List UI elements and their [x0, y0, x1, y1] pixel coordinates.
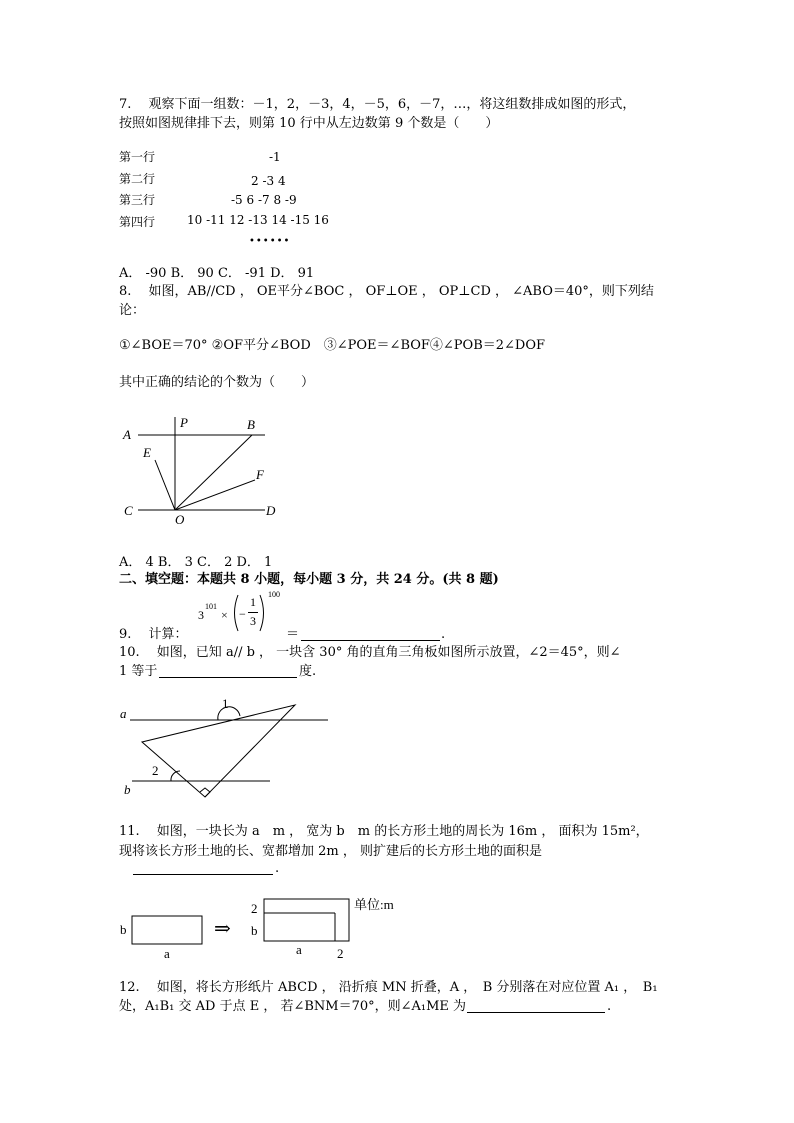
- q8-options: A． 4 B． 3 C． 2 D． 1: [119, 555, 273, 570]
- section2-title: 二、填空题：本题共 8 小题，每小题 3 分，共 24 分。(共 8 题): [119, 572, 499, 587]
- q11-rectangle-figure: [118, 895, 408, 965]
- row-values-2: 2 -3 4: [251, 174, 286, 188]
- q9-expression: [198, 590, 288, 634]
- label-C: C: [124, 503, 133, 518]
- label-A: A: [123, 427, 131, 442]
- row-values-3: -5 6 -7 8 -9: [231, 193, 297, 207]
- q10-line2-post: 度.: [299, 664, 317, 679]
- q9-fraction-bar: [248, 612, 258, 613]
- fig-label-b1: b: [120, 922, 127, 937]
- q11-line1: 11. 如图，一块长为 a m ， 宽为 b m 的长方形土地的周长为 16m ， 面积为 15m²，: [119, 824, 649, 839]
- implies-arrow-icon: ⇒: [214, 918, 231, 940]
- q9-left-paren: [231, 594, 239, 632]
- q9-equals: ＝: [286, 627, 300, 642]
- label-a: a: [120, 706, 127, 721]
- q11-line2: 现将该长方形土地的长、宽都增加 2m ， 则扩建后的长方形土地的面积是: [119, 844, 542, 859]
- q9-exp2: 100: [268, 590, 280, 599]
- label-F: F: [256, 467, 264, 482]
- q9-base: 3: [198, 608, 204, 622]
- q8-line2: 论：: [119, 303, 146, 318]
- label-b: b: [124, 782, 131, 797]
- q8-line1: 8. 如图，AB//CD ， OE平分∠BOC ， OF⊥OE ， OP⊥CD ， ∠ABO＝40°，则下列结: [119, 284, 654, 299]
- q9-den: 3: [250, 614, 256, 628]
- q10-answer-blank[interactable]: [159, 677, 297, 678]
- q7-line2: 按照如图规律排下去，则第 10 行中从左边数第 9 个数是（ ）: [119, 116, 499, 131]
- label-E: E: [143, 445, 151, 460]
- q9-end: .: [441, 627, 446, 642]
- q11-answer-blank[interactable]: [133, 874, 273, 875]
- row-label-1: 第一行: [119, 150, 156, 164]
- label-P: P: [180, 415, 188, 430]
- q9-answer-blank[interactable]: [301, 640, 440, 641]
- label-angle-2: 2: [152, 763, 159, 778]
- fig-label-2-top: 2: [251, 901, 258, 916]
- fig-label-a1: a: [164, 946, 170, 961]
- q12-line2: 处，A₁B₁ 交 AD 于点 E ， 若∠BNM＝70°，则∠A₁ME 为: [119, 999, 467, 1014]
- q9-minus: −: [239, 607, 246, 621]
- q10-line1: 10. 如图，已知 a// b ， 一块含 30° 角的直角三角板如图所示放置，∠2＝45°，则∠: [119, 645, 621, 660]
- q8-conclusions: ①∠BOE＝70° ②OF平分∠BOD ③∠POE＝∠BOF④∠POB＝2∠DOF: [119, 338, 546, 353]
- q12-line1: 12. 如图，将长方形纸片 ABCD ， 沿折痕 MN 折叠，A ， B 分别落在对应位置 A₁ ， B₁: [119, 980, 658, 995]
- row-label-3: 第三行: [119, 193, 156, 207]
- label-B: B: [247, 417, 255, 432]
- q12-end: .: [607, 999, 612, 1014]
- q10-line2-pre: 1 等于: [119, 664, 158, 679]
- q8-geometry-figure: [118, 412, 288, 530]
- fig-unit: 单位:m: [354, 897, 394, 912]
- q9-times: ×: [221, 608, 228, 622]
- row-values-4: 10 -11 12 -13 14 -15 16: [187, 213, 329, 227]
- row-label-4: 第四行: [119, 215, 156, 229]
- q9-right-paren: [259, 594, 267, 632]
- q7-line1: 7. 观察下面一组数：－1，2，－3，4，－5，6，－7，…，将这组数排成如图的形式，: [119, 97, 636, 112]
- label-angle-1: 1: [222, 696, 229, 711]
- label-O: O: [175, 512, 185, 527]
- q7-options: A． -90 B． 90 C． -91 D． 91: [119, 266, 315, 281]
- q9-exp1: 101: [205, 602, 217, 611]
- q9-label: 9. 计算：: [119, 627, 188, 642]
- fig-label-2-right: 2: [337, 946, 344, 961]
- ellipsis-dots: ••••••: [249, 236, 291, 247]
- q12-answer-blank[interactable]: [467, 1012, 605, 1013]
- q11-end: .: [275, 861, 280, 876]
- fig-label-b2: b: [251, 923, 258, 938]
- fig-label-a2: a: [296, 942, 302, 957]
- row-values-1: -1: [269, 150, 281, 164]
- q10-triangle-figure: [118, 695, 333, 805]
- label-D: D: [266, 503, 276, 518]
- q9-num: 1: [250, 595, 256, 609]
- row-label-2: 第二行: [119, 172, 156, 186]
- q8-question: 其中正确的结论的个数为（ ）: [119, 375, 315, 390]
